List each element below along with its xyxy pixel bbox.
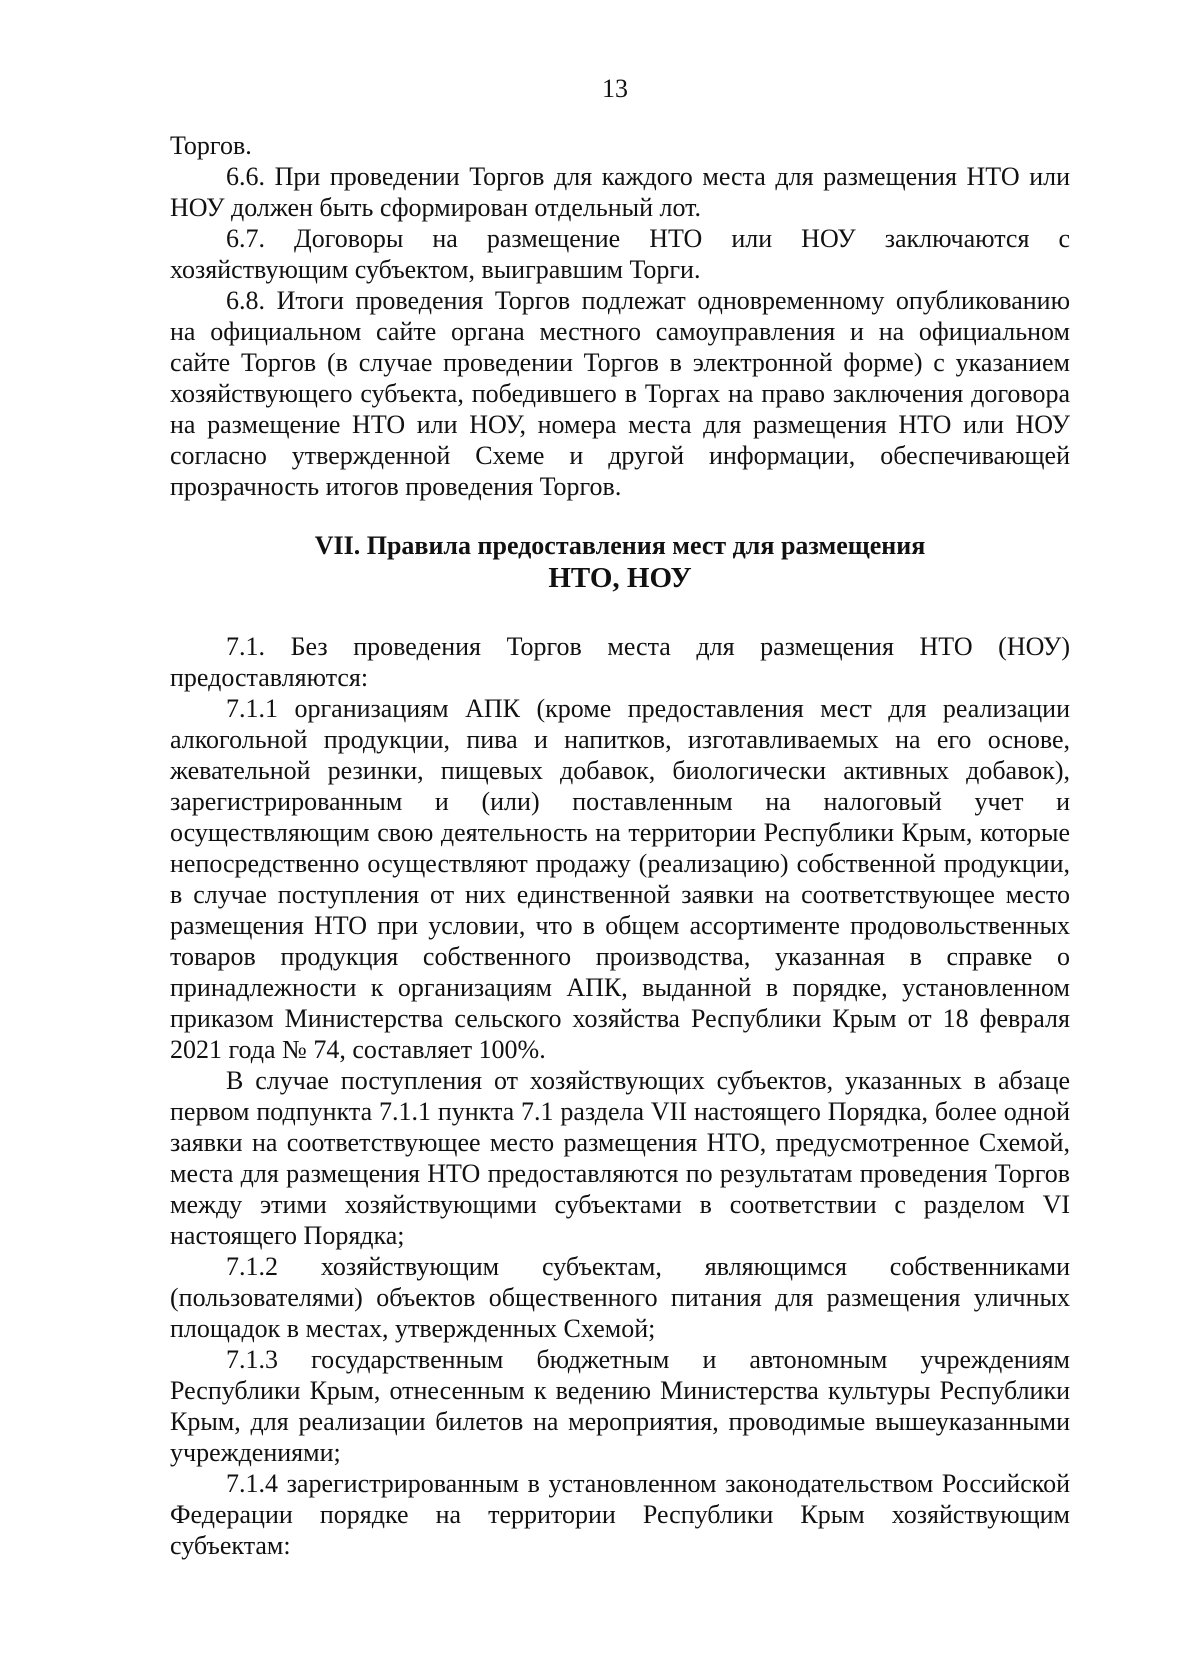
document-body — [170, 130, 1070, 1561]
paragraph-7-1-1-continued: В случае поступления от хозяйствующих субъектов, указанных в абзаце первом подпункта 7.1.1 пункта 7.1 раздела VII настоящего Порядка, более одной заявки на соответствующее место размещения НТО, предусмотренное Схемой, места для размещения НТО предоставляются по результатам проведения Торгов между этими хозяйствующими субъектами в соответствии с разделом VI настоящего Порядка; — [170, 1066, 1070, 1250]
section-heading — [170, 530, 1070, 595]
section-heading-line2: НТО, НОУ — [548, 562, 692, 594]
section-heading-line1: VII. Правила предоставления мест для размещения — [314, 531, 926, 560]
page-number: 13 — [602, 74, 628, 103]
paragraph-7-1: 7.1. Без проведения Торгов места для размещения НТО (НОУ) предоставляются: — [170, 632, 1070, 692]
paragraph-6-8: 6.8. Итоги проведения Торгов подлежат одновременному опубликованию на официальном сайте органа местного самоуправления и на официальном сайте Торгов (в случае проведении Торгов в электронной форме) с указанием хозяйствующего субъекта, победившего в Торгах на право заключения договора на размещение НТО или НОУ, номера места для размещения НТО или НОУ согласно утвержденной Схеме и другой информации, обеспечивающей прозрачность итогов проведения Торгов. — [170, 286, 1070, 501]
paragraph-7-1-4: 7.1.4 зарегистрированным в установленном законодательством Российской Федерации порядке на территории Республики Крым хозяйствующим субъектам: — [170, 1469, 1070, 1560]
paragraph-continuation: Торгов. — [170, 131, 252, 160]
paragraph-6-6: 6.6. При проведении Торгов для каждого места для размещения НТО или НОУ должен быть сформирован отдельный лот. — [170, 162, 1070, 222]
paragraph-7-1-2: 7.1.2 хозяйствующим субъектам, являющимся собственниками (пользователями) объектов общественного питания для размещения уличных площадок в местах, утвержденных Схемой; — [170, 1252, 1070, 1343]
paragraph-7-1-3: 7.1.3 государственным бюджетным и автономным учреждениям Республики Крым, отнесенным к ведению Министерства культуры Республики Крым, для реализации билетов на мероприятия, проводимые вышеуказанными учреждениями; — [170, 1345, 1070, 1467]
paragraph-6-7: 6.7. Договоры на размещение НТО или НОУ заключаются с хозяйствующим субъектом, выигравшим Торги. — [170, 224, 1070, 284]
paragraph-7-1-1: 7.1.1 организациям АПК (кроме предоставления мест для реализации алкогольной продукции, пива и напитков, изготавливаемых на его основе, жевательной резинки, пищевых добавок, биологически активных добавок), зарегистрированным и (или) поставленным на налоговый учет и осуществляющим свою деятельность на территории Республики Крым, которые непосредственно осуществляют продажу (реализацию) собственной продукции, в случае поступления от них единственной заявки на соответствующее место размещения НТО при условии, что в общем ассортименте продовольственных товаров продукция собственного производства, указанная в справке о принадлежности к организациям АПК, выданной в порядке, установленном приказом Министерства сельского хозяйства Республики Крым от 18 февраля 2021 года № 74, составляет 100%. — [170, 694, 1070, 1064]
